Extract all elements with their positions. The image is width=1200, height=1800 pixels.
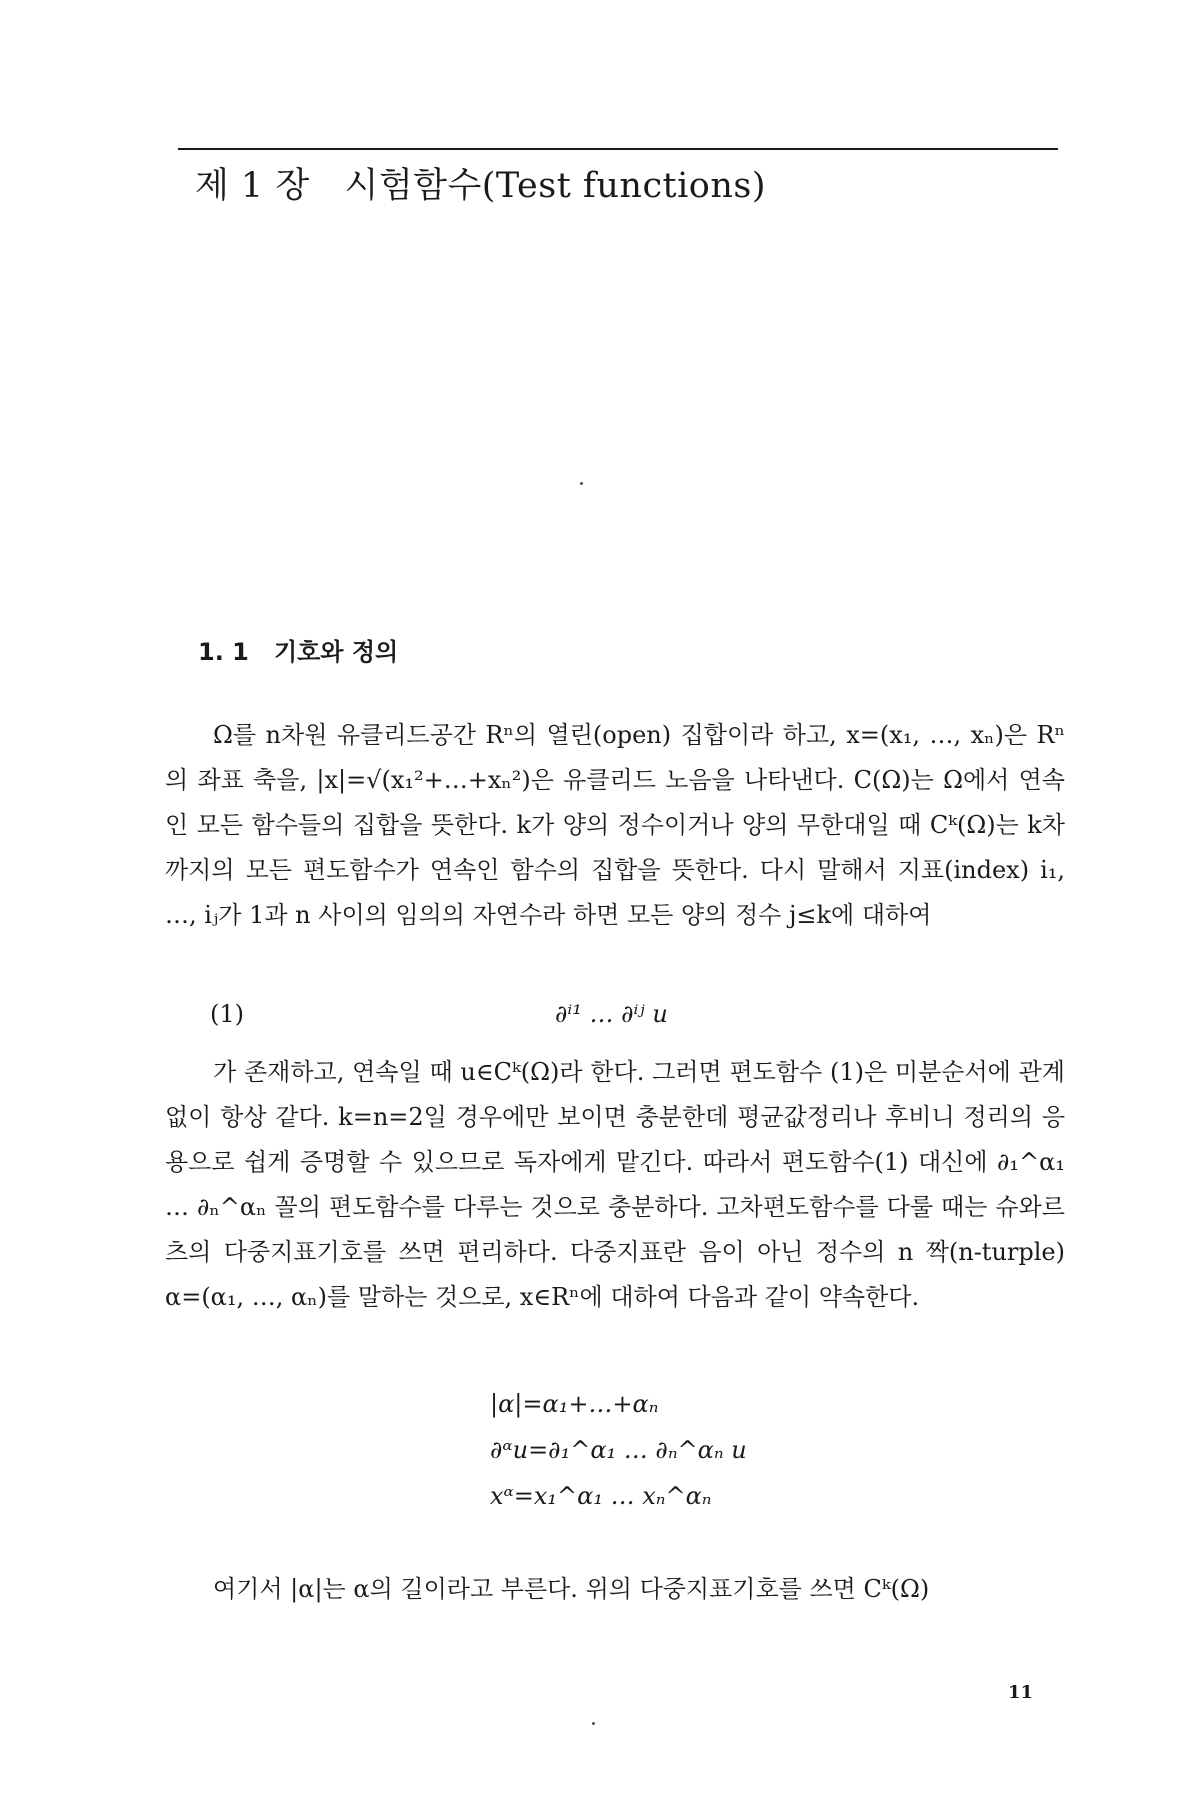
scan-speck [592, 1722, 595, 1725]
paragraph-1: Ω를 n차원 유클리드공간 Rⁿ의 열린(open) 집합이라 하고, x=(x₁, …, xₙ)은 Rⁿ의 좌표 축을, |x|=√(x₁²+…+xₙ²)은 유클리드 노음을 나타낸다. C(Ω)는 Ω에서 연속인 모든 함수들의 집합을 뜻한다. k가 양의 정수이거나 양의 무한대일 때 Cᵏ(Ω)는 k차까지의 모든 편도함수가 연속인 함수의 집합을 뜻한다. 다시 말해서 지표(index) i₁, …, iⱼ가 1과 n 사이의 임의의 자연수라 하면 모든 양의 정수 j≤k에 대하여 [165, 721, 1065, 929]
display-equation-power: xᵅ=x₁^α₁ … xₙ^αₙ [490, 1482, 712, 1510]
page-number: 11 [1008, 1682, 1034, 1703]
scan-speck [580, 482, 583, 485]
equation-1: ∂ⁱ¹ … ∂ⁱʲ u [555, 1000, 668, 1028]
chapter-rule [178, 148, 1058, 150]
chapter-title: 제 1 장 시험함수(Test functions) [195, 166, 767, 206]
display-equation-length: |α|=α₁+…+αₙ [490, 1390, 659, 1418]
equation-label: (1) [210, 1000, 244, 1028]
paragraph-2: 가 존재하고, 연속일 때 u∈Cᵏ(Ω)라 한다. 그러면 편도함수 (1)은 미분순서에 관계 없이 항상 같다. k=n=2일 경우에만 보이면 충분한데 평균값정리나 후비니 정리의 응용으로 쉽게 증명할 수 있으므로 독자에게 맡긴다. 따라서 편도함수(1) 대신에 ∂₁^α₁ … ∂ₙ^αₙ 꼴의 편도함수를 다루는 것으로 충분하다. 고차편도함수를 다룰 때는 슈와르츠의 다중지표기호를 쓰면 편리하다. 다중지표란 음이 아닌 정수의 n 짝(n-turple) α=(α₁, …, αₙ)를 말하는 것으로, x∈Rⁿ에 대하여 다음과 같이 약속한다. [165, 1058, 1065, 1311]
display-equation-derivative: ∂ᵅu=∂₁^α₁ … ∂ₙ^αₙ u [490, 1436, 747, 1464]
section-heading: 1. 1 기호와 정의 [198, 638, 399, 666]
paragraph-3: 여기서 |α|는 α의 길이라고 부른다. 위의 다중지표기호를 쓰면 Cᵏ(Ω) [213, 1575, 930, 1603]
